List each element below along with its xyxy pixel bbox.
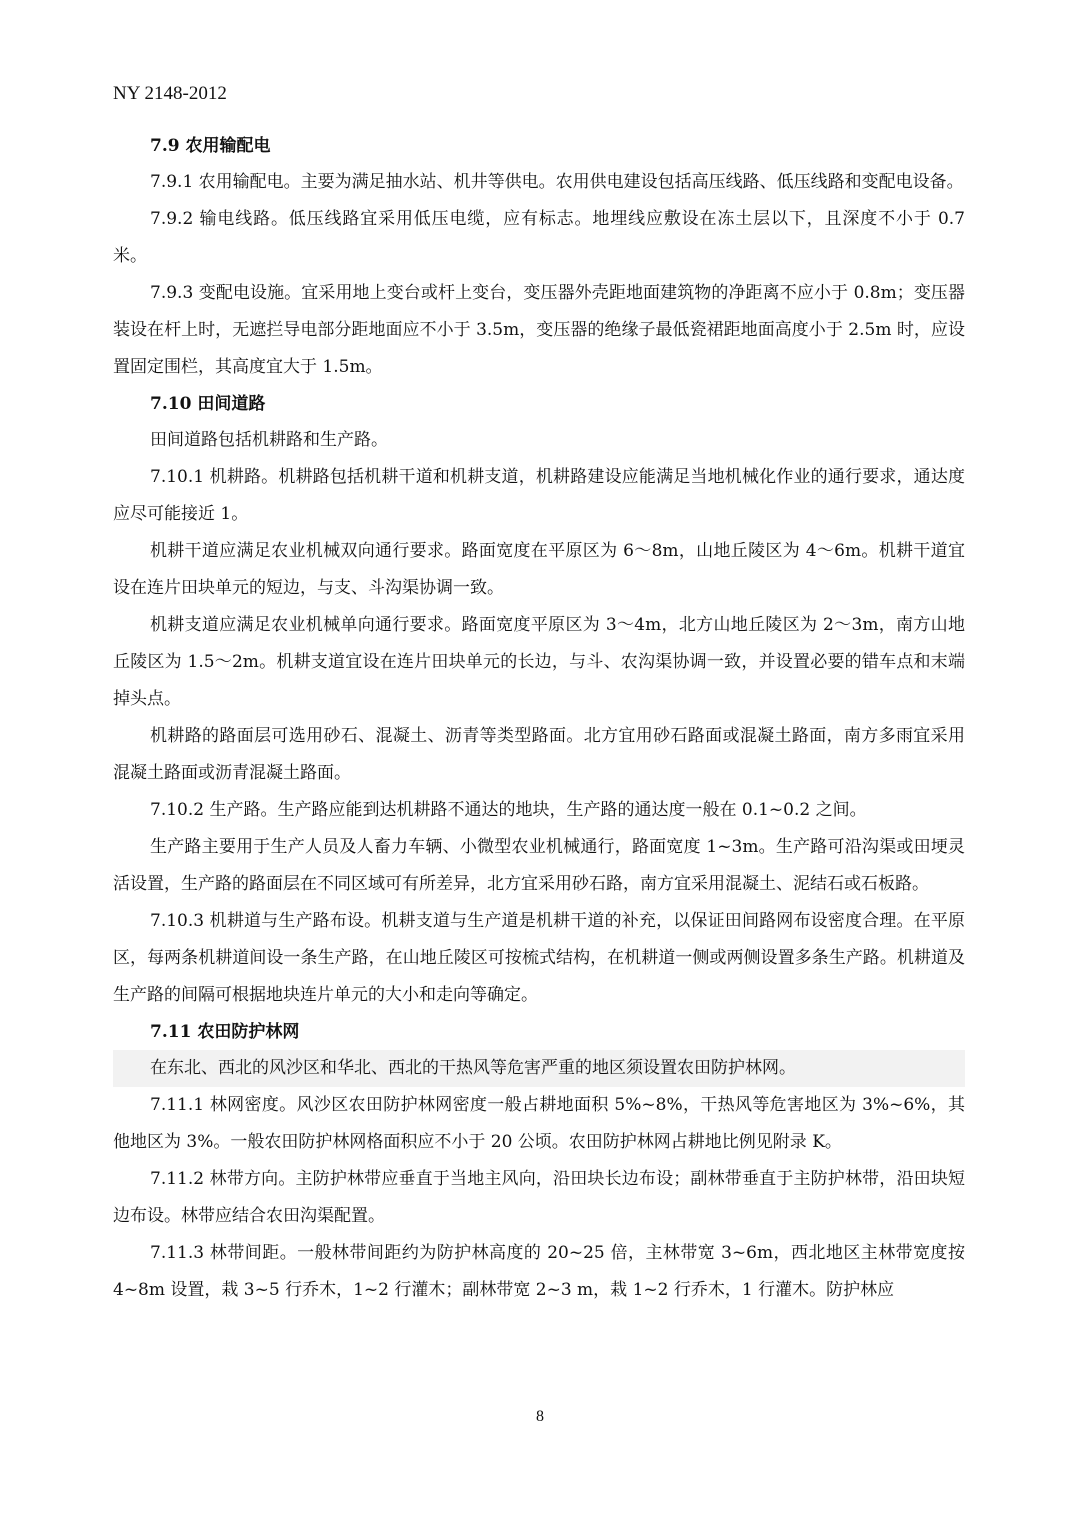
paragraph: 7.11.1 林网密度。风沙区农田防护林网密度一般占耕地面积 5%~8%，干热风等危害地区为 3%~6%，其他地区为 3%。一般农田防护林网格面积应不小于 20 公顷。农田防护林网占耕地比例见附录 K。 [113,1095,965,1152]
paragraph: 在东北、西北的风沙区和华北、西北的干热风等危害严重的地区须设置农田防护林网。 [113,1050,965,1087]
paragraph: 机耕路的路面层可选用砂石、混凝土、沥青等类型路面。北方宜用砂石路面或混凝土路面，南方多雨宜采用混凝土路面或沥青混凝土路面。 [113,726,965,783]
paragraph: 生产路主要用于生产人员及人畜力车辆、小微型农业机械通行，路面宽度 1~3m。生产路可沿沟渠或田埂灵活设置，生产路的路面层在不同区域可有所差异，北方宜采用砂石路，南方宜采用混凝土、泥结石或石板路。 [113,837,965,894]
paragraph: 7.9.1 农用输配电。主要为满足抽水站、机井等供电。农用供电建设包括高压线路、低压线路和变配电设备。 [150,172,964,192]
paragraph: 7.11.3 林带间距。一般林带间距约为防护林高度的 20~25 倍，主林带宽 3~6m，西北地区主林带宽度按 4~8m 设置，栽 3~5 行乔木，1~2 行灌木；副林带宽 2~3 m，栽 1~2 行乔木，1 行灌木。防护林应 [113,1243,965,1300]
paragraph: 机耕支道应满足农业机械单向通行要求。路面宽度平原区为 3～4m，北方山地丘陵区为 2～3m，南方山地丘陵区为 1.5～2m。机耕支道宜设在连片田块单元的长边，与斗、农沟渠协调一致，并设置必要的错车点和末端掉头点。 [113,615,965,709]
paragraph: 7.9.3 变配电设施。宜采用地上变台或杆上变台，变压器外壳距地面建筑物的净距离不应小于 0.8m；变压器装设在杆上时，无遮拦导电部分距地面应不小于 3.5m，变压器的绝缘子最低瓷裙距地面高度小于 2.5m 时，应设置固定围栏，其高度宜大于 1.5m。 [113,283,965,377]
section-heading-7-11: 7.11 农田防护林网 [150,1022,300,1042]
page-number: 8 [536,1408,544,1425]
paragraph: 7.11.2 林带方向。主防护林带应垂直于当地主风向，沿田块长边布设；副林带垂直于主防护林带，沿田块短边布设。林带应结合农田沟渠配置。 [113,1169,965,1226]
section-heading-7-10: 7.10 田间道路 [150,394,266,414]
section-heading-7-9: 7.9 农用输配电 [150,136,271,156]
paragraph: 7.10.3 机耕道与生产路布设。机耕支道与生产道是机耕干道的补充，以保证田间路网布设密度合理。在平原区，每两条机耕道间设一条生产路，在山地丘陵区可按梳式结构，在机耕道一侧或两侧设置多条生产路。机耕道及生产路的间隔可根据地块连片单元的大小和走向等确定。 [113,911,965,1005]
paragraph: 机耕干道应满足农业机械双向通行要求。路面宽度在平原区为 6～8m，山地丘陵区为 4～6m。机耕干道宜设在连片田块单元的短边，与支、斗沟渠协调一致。 [113,541,965,598]
standard-number: NY 2148-2012 [113,83,227,104]
paragraph: 7.9.2 输电线路。低压线路宜采用低压电缆，应有标志。地埋线应敷设在冻土层以下，且深度不小于 0.7 米。 [113,209,965,266]
paragraph: 田间道路包括机耕路和生产路。 [150,430,388,450]
document-body [113,128,965,1309]
paragraph: 7.10.1 机耕路。机耕路包括机耕干道和机耕支道，机耕路建设应能满足当地机械化作业的通行要求，通达度应尽可能接近 1。 [113,467,965,524]
paragraph: 7.10.2 生产路。生产路应能到达机耕路不通达的地块，生产路的通达度一般在 0.1~0.2 之间。 [150,800,867,820]
